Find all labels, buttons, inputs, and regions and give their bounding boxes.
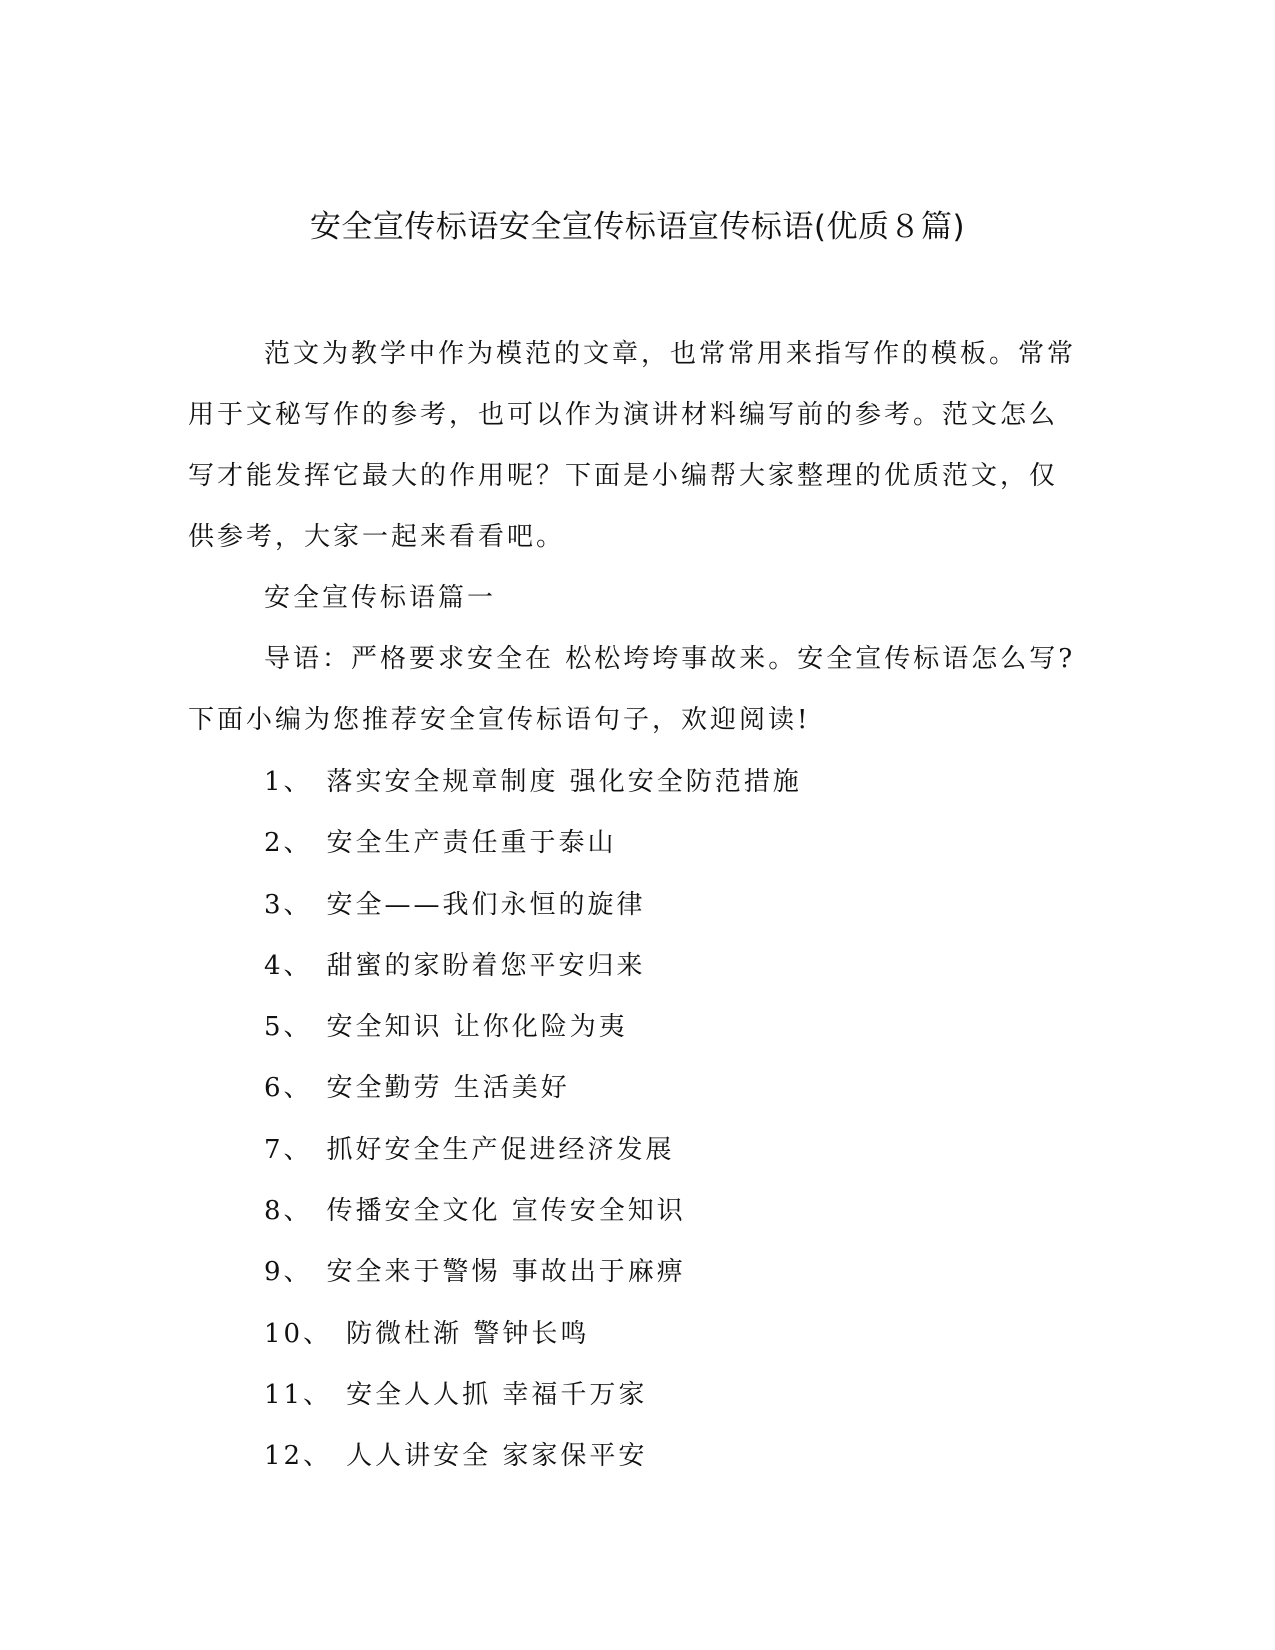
slogan-text: 安全生产责任重于泰山 [326, 828, 617, 859]
slogan-text: 甜蜜的家盼着您平安归来 [326, 950, 646, 981]
slogan-text: 安全人人抓 幸福千万家 [346, 1379, 648, 1410]
slogan-item [264, 752, 802, 813]
slogan-number: 11、 [264, 1379, 333, 1410]
slogan-number: 10、 [264, 1318, 333, 1349]
slogan-item [264, 1120, 802, 1181]
slogan-number: 2、 [264, 828, 313, 859]
lead-paragraph: 导语：严格要求安全在 松松垮垮事故来。安全宣传标语怎么写?下面小编为您推荐安全宣传标语句子，欢迎阅读! [188, 644, 1076, 735]
slogan-number: 1、 [264, 767, 313, 797]
slogan-item [264, 1365, 802, 1426]
slogan-number: 9、 [264, 1257, 313, 1288]
slogan-text: 抓好安全生产促进经济发展 [326, 1134, 675, 1165]
slogan-text: 安全知识 让你化险为夷 [326, 1012, 628, 1043]
slogan-item [264, 813, 802, 874]
slogan-number: 6、 [264, 1073, 313, 1104]
slogan-number: 7、 [264, 1134, 313, 1165]
slogan-text: 落实安全规章制度 强化安全防范措施 [326, 767, 802, 797]
slogan-text: 安全——我们永恒的旋律 [326, 889, 646, 920]
slogan-list [264, 752, 802, 1488]
slogan-text: 防微杜渐 警钟长鸣 [346, 1318, 590, 1349]
document-title: 安全宣传标语安全宣传标语宣传标语(优质８篇) [309, 209, 966, 245]
intro-paragraph: 范文为教学中作为模范的文章，也常常用来指写作的模板。常常用于文秘写作的参考，也可以作为演讲材料编写前的参考。范文怎么写才能发挥它最大的作用呢？下面是小编帮大家整理的优质范文，仅供参考，大家一起来看看吧。 [188, 339, 1077, 552]
section-heading: 安全宣传标语篇一 [264, 583, 497, 613]
slogan-number: 4、 [264, 950, 313, 981]
slogan-item [264, 1242, 802, 1303]
slogan-text: 安全勤劳 生活美好 [326, 1073, 570, 1104]
slogan-number: 12、 [264, 1441, 333, 1472]
slogan-number: 8、 [264, 1196, 313, 1227]
slogan-item [264, 1181, 802, 1242]
slogan-item [264, 997, 802, 1058]
slogan-text: 安全来于警惕 事故出于麻痹 [326, 1257, 686, 1288]
slogan-number: 5、 [264, 1012, 313, 1043]
slogan-text: 人人讲安全 家家保平安 [346, 1441, 648, 1472]
slogan-item [264, 1304, 802, 1365]
slogan-item [264, 936, 802, 997]
slogan-item [264, 1058, 802, 1119]
slogan-text: 传播安全文化 宣传安全知识 [326, 1196, 686, 1227]
slogan-item [264, 875, 802, 936]
slogan-number: 3、 [264, 889, 313, 920]
slogan-item [264, 1426, 802, 1487]
